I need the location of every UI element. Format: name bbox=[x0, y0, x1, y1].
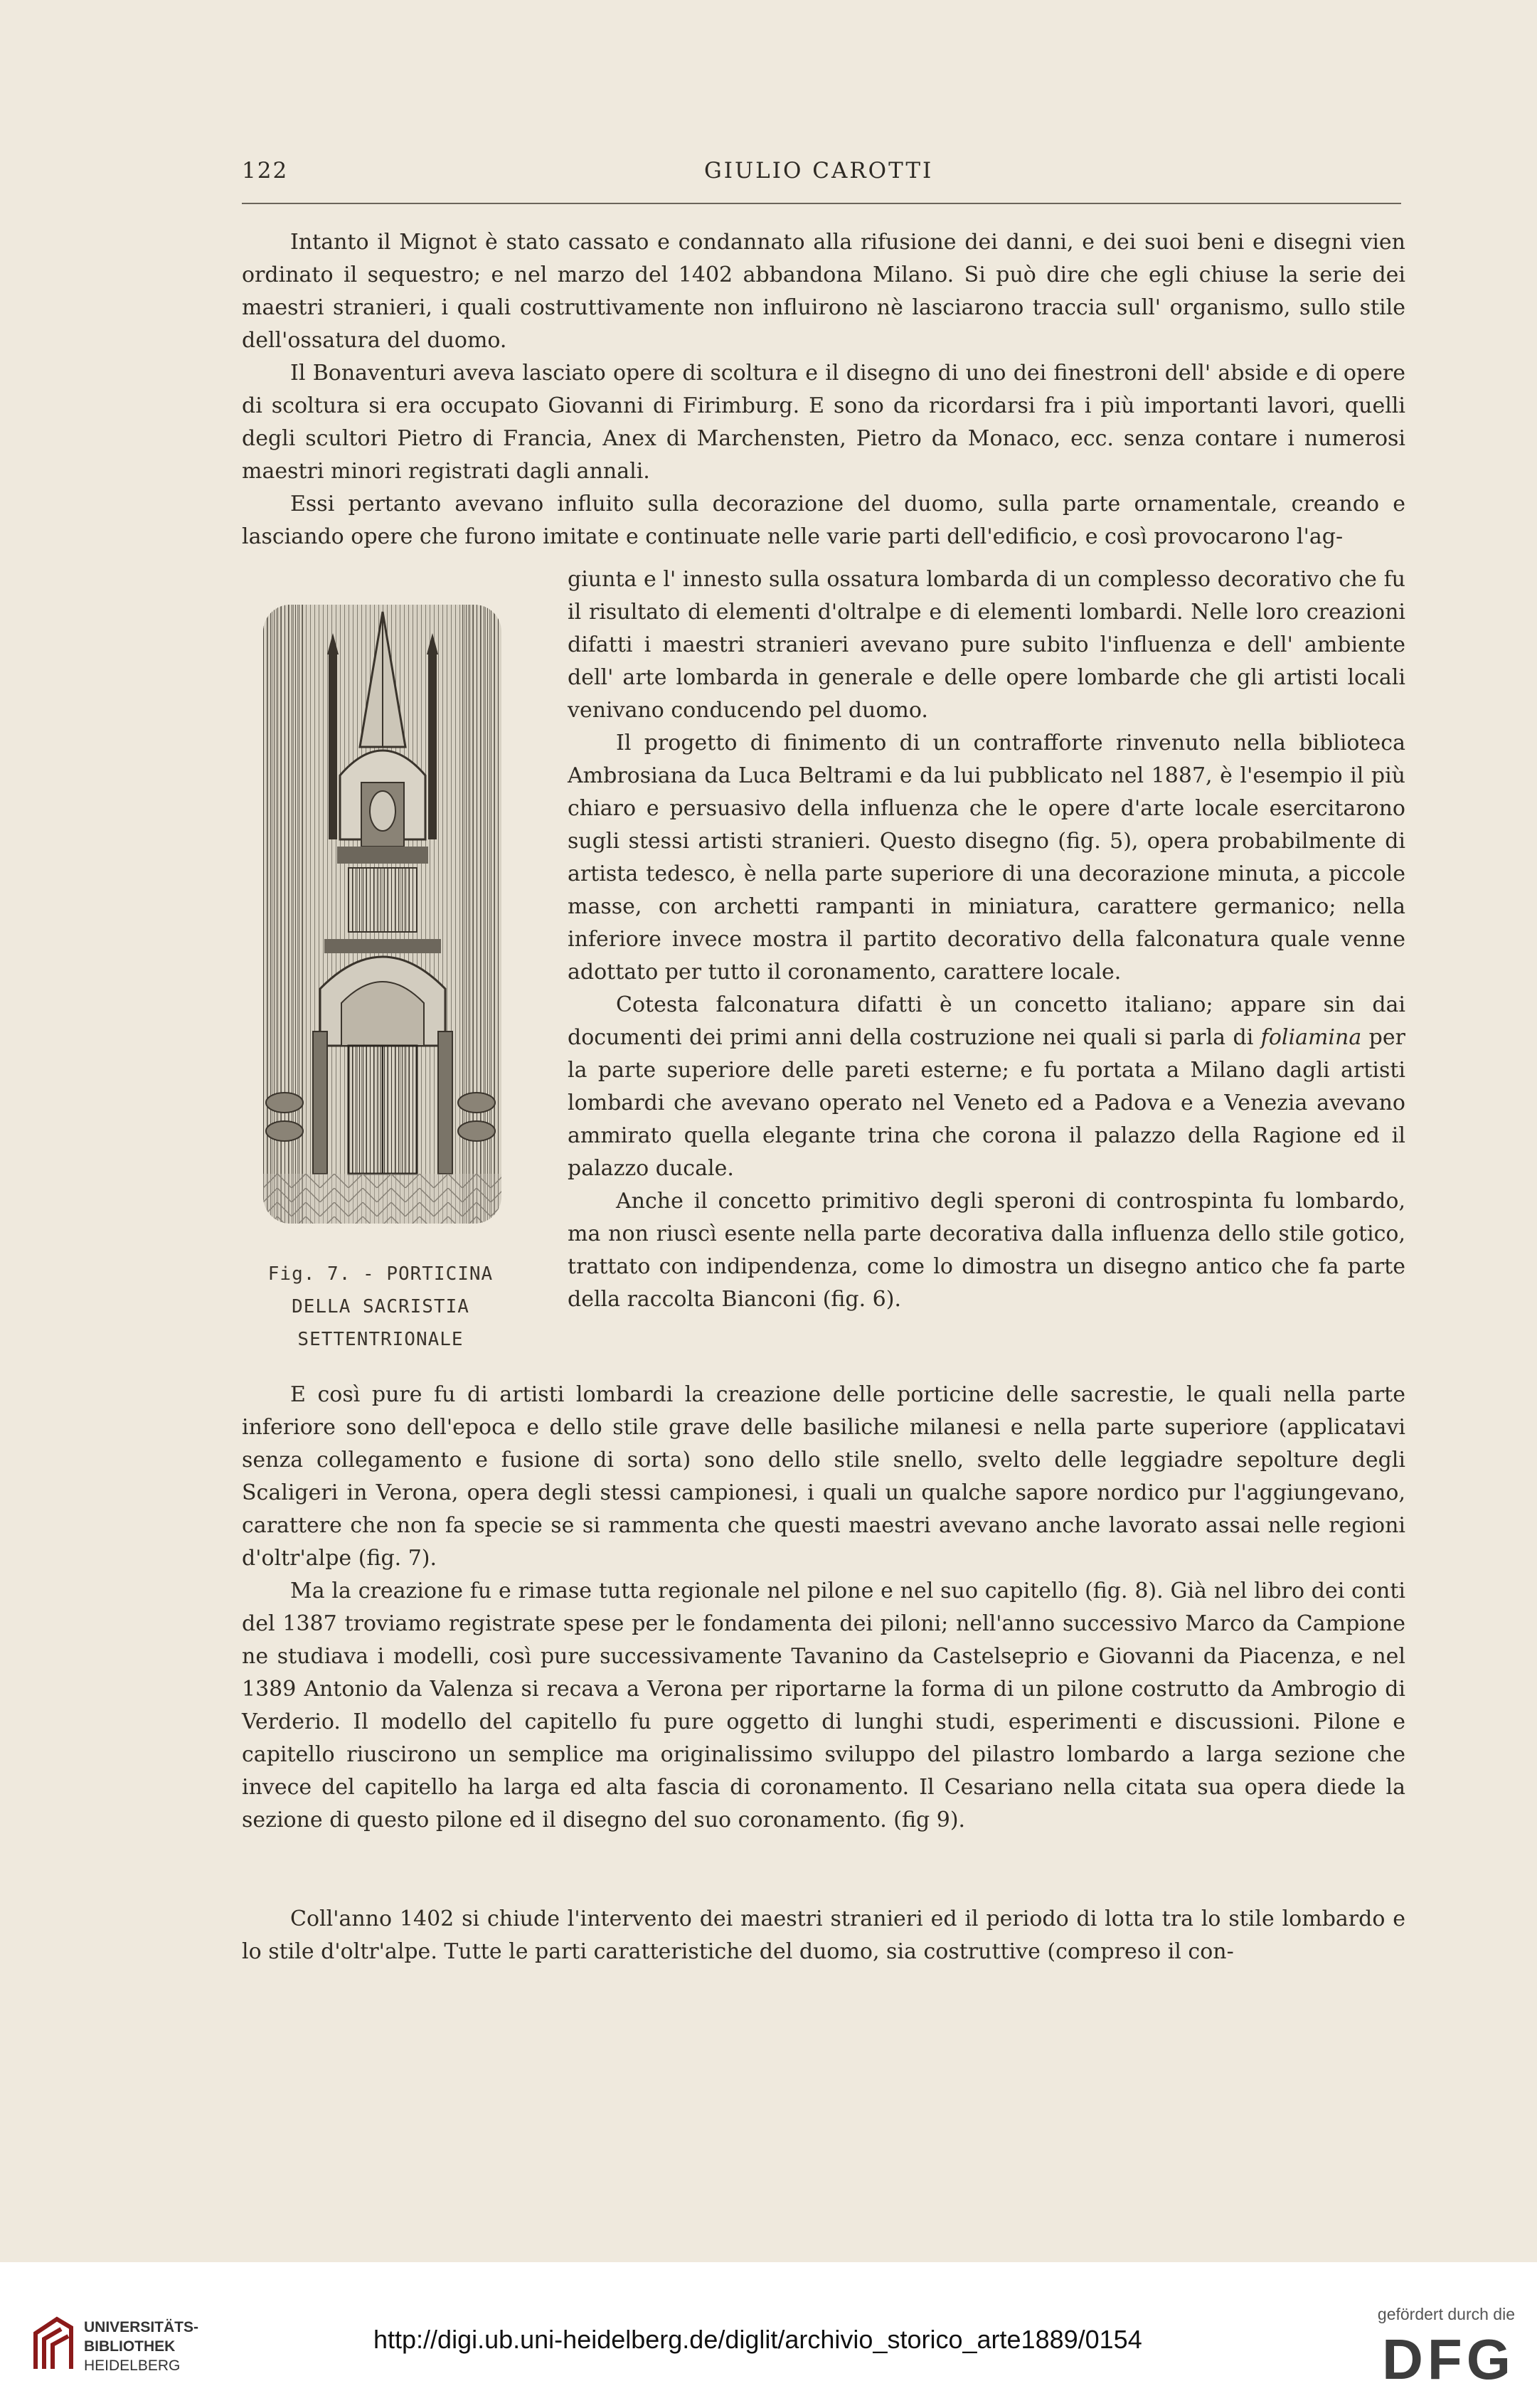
dfg-logo-icon: DFG bbox=[1382, 2328, 1515, 2391]
paragraph: E così pure fu di artisti lombardi la creazione delle porticine delle sacrestie, le quali nella parte inferiore sono dell'epoca e dello stile grave delle basiliche milanesi e nella parte superiore (applicatavi senza collegamento e fusione di sorta) sono dello stile snello, svelto delle leggiadre sepolture degli Scaligeri in Verona, opera degli stessi campionesi, i quali un qualche sapore nordico pur l'aggiungevano, carattere che non fa specie se si rammenta che questi maestri avevano anche lavorato assai nelle regioni d'oltr'alpe (fig. 7). bbox=[242, 1382, 1405, 1571]
paragraph: Intanto il Mignot è stato cassato e condannato alla rifusione dei danni, e dei suoi beni e disegni vien ordinato il sequestro; e nel marzo del 1402 abbandona Milano. Si può dire che egli chiuse la serie dei maestri stranieri, i quali costruttivamente non influirono nè lasciarono traccia sull' organismo, sullo stile dell'ossatura del duomo. bbox=[242, 230, 1405, 353]
paragraph: Ma la creazione fu e rimase tutta regionale nel pilone e nel suo capitello (fig. 8). Già nel libro dei conti del 1387 troviamo registrate spese per le fondamenta dei piloni; nell'anno successivo Marco da Campione ne studiava i modelli, così pure successivamente Tavanino da Castelseprio e Giovanni da Piacenza, e nel 1389 Antonio da Valenza si recava a Verona per riportarne la forma di un pilone costrutto da Ambrogio di Verderio. Il modello del capitello fu pure oggetto di lunghi studi, esperimenti e discussioni. Pilone e capitello riuscirono un semplice ma originalissimo sviluppo del pilastro lombardo a larga sezione che invece del capitello ha larga ed alta fascia di coronamento. Il Cesariano nella citata sua opera diede la sezione di questo pilone ed il disegno del suo coronamento. (fig 9). bbox=[242, 1579, 1405, 1832]
paragraph-text: Cotesta falconatura difatti è un concetto italiano; appare sin dai documenti dei primi anni della costruzione nei quali si parla di bbox=[568, 992, 1405, 1050]
paragraph: Essi pertanto avevano influito sulla decorazione del duomo, sulla parte ornamentale, creando e lasciando opere che furono imitate e continuate nelle varie parti dell'edificio, e così provocarono l'ag- bbox=[242, 492, 1405, 549]
figure-caption bbox=[235, 1258, 526, 1356]
caption-line: Fig. 7. - PORTICINA bbox=[267, 1263, 494, 1285]
library-name-line: UNIVERSITÄTS- bbox=[84, 2319, 199, 2335]
caption-line: DELLA SACRISTIA SETTENTRIONALE bbox=[292, 1296, 469, 1350]
library-logo bbox=[28, 2312, 263, 2380]
text-block-beside-figure bbox=[568, 563, 1405, 1316]
paragraph bbox=[568, 989, 1405, 1185]
library-name-line: BIBLIOTHEK bbox=[84, 2338, 176, 2355]
digitization-footer bbox=[0, 2262, 1537, 2408]
paragraph-text: per la parte superiore delle pareti esterne; e fu portata a Milano dagli artisti lombardi che avevano operato nel Veneto ed a Padova e a Venezia avevano ammirato quella elegante trina che corona il palazzo della Ragione ed il palazzo ducale. bbox=[568, 1025, 1405, 1181]
engraving-illustration bbox=[263, 605, 501, 1224]
permalink-url[interactable]: http://digi.ub.uni-heidelberg.de/diglit/archivio_storico_arte1889/0154 bbox=[373, 2325, 1142, 2354]
text-block-top bbox=[242, 226, 1405, 553]
running-head bbox=[242, 158, 1408, 193]
running-head-author: GIULIO CAROTTI bbox=[704, 158, 934, 184]
italic-term: foliamina bbox=[1260, 1025, 1362, 1050]
library-name bbox=[84, 2318, 198, 2375]
paragraph: giunta e l' innesto sulla ossatura lombarda di un complesso decorativo che fu il risultato di elementi d'oltralpe e di elementi lombardi. Nelle loro creazioni difatti i maestri stranieri avevano pure subito l'influenza e dell' ambiente dell' arte lombarda in generale e delle opere lombarde che gli artisti locali venivano conducendo pel duomo. bbox=[568, 567, 1405, 723]
paragraph: Coll'anno 1402 si chiude l'intervento dei maestri stranieri ed il periodo di lotta tra lo stile lombardo e lo stile d'oltr'alpe. Tutte le parti caratteristiche del duomo, sia costruttive (compreso il con- bbox=[242, 1906, 1405, 1964]
library-emblem-icon bbox=[28, 2312, 78, 2376]
paragraph: Il progetto di finimento di un contrafforte rinvenuto nella biblioteca Ambrosiana da Luca Beltrami e da lui pubblicato nel 1887, è l'esempio il più chiaro e persuasivo della influenza che le opere d'arte locale esercitarono sugli stessi artisti stranieri. Questo disegno (fig. 5), opera probabilmente di artista tedesco, è nella parte superiore di una decorazione minuta, a piccole masse, con archetti rampanti in miniatura, carattere germanico; nella inferiore invece mostra il partito decorativo della falconatura quale venne adottato per tutto il coronamento, carattere locale. bbox=[568, 731, 1405, 985]
page-number: 122 bbox=[242, 158, 289, 184]
paragraph: Il Bonaventuri aveva lasciato opere di scoltura e il disegno di uno dei finestroni dell' abside e di opere di scoltura si era occupato Giovanni di Firimburg. E sono da ricordarsi fra i più importanti lavori, quelli degli scultori Pietro di Francia, Anex di Marchensten, Pietro da Monaco, ecc. senza contare i numerosi maestri minori registrati dagli annali. bbox=[242, 361, 1405, 484]
funding-label: gefördert durch die bbox=[1377, 2305, 1515, 2323]
paragraph: Anche il concetto primitivo degli speroni di controspinta fu lombardo, ma non riuscì esente nella parte decorativa dalla influenza dello stile gotico, trattato con indipendenza, come lo dimostra un disegno antico che fa parte della raccolta Bianconi (fig. 6). bbox=[568, 1189, 1405, 1312]
text-block-bottom bbox=[242, 1903, 1405, 1968]
library-name-line: HEIDELBERG bbox=[84, 2357, 181, 2374]
header-rule bbox=[242, 203, 1401, 204]
text-block-lower bbox=[242, 1379, 1405, 1837]
funding-logo bbox=[1351, 2305, 1522, 2397]
figure-illustration-porticina bbox=[263, 605, 501, 1224]
